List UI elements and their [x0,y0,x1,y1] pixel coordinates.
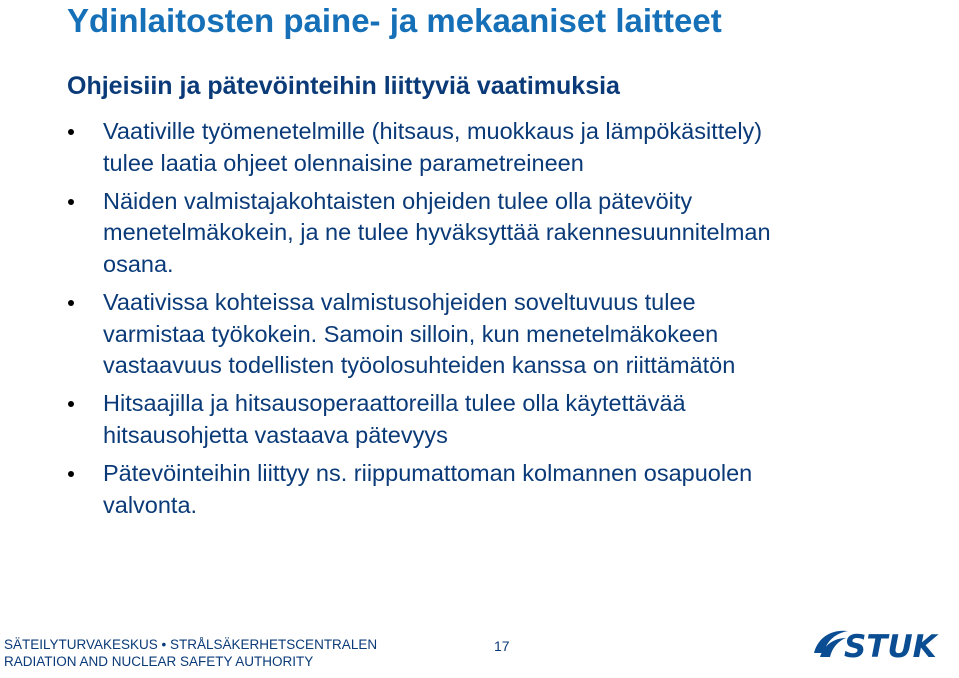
bullet-line: varmistaa työkokein. Samoin silloin, kun menetelmäkokeen [103,320,719,347]
footer-organization [4,636,377,670]
bullet-line: osana. [103,250,174,277]
bullet-line: Vaativissa kohteissa valmistusohjeiden soveltuvuus tulee [103,288,696,315]
bullet-line: vastaavuus todellisten työolosuhteiden kanssa on riittämätön [103,352,736,379]
bullet-line: Vaativille työmenetelmille (hitsaus, muokkaus ja lämpökäsittely) [103,118,763,144]
bullet-dot-icon [68,300,74,306]
bullet-line: valvonta. [103,491,198,518]
page-number: 17 [494,638,510,654]
bullet-dot-icon [68,471,74,477]
bullet-list [67,116,927,528]
bullet-line: hitsausohjetta vastaava pätevyys [103,421,448,448]
bullet-item [67,186,927,281]
bullet-item [67,287,927,382]
bullet-line: Hitsaajilla ja hitsausoperaattoreilla tulee olla käytettävää [103,390,686,417]
stuk-logo-text: STUK [844,629,937,665]
stuk-logo [812,623,942,665]
bullet-line: menetelmäkokein, ja ne tulee hyväksyttää rakennesuunnitelman [103,219,771,246]
bullet-dot-icon [68,199,74,205]
bullet-dot-icon [68,129,74,135]
footer-org-line-2: RADIATION AND NUCLEAR SAFETY AUTHORITY [4,654,314,669]
bullet-line: tulee laatia ohjeet olennaisine parametreineen [103,149,584,176]
bullet-item [67,458,927,521]
bullet-line: Näiden valmistajakohtaisten ohjeiden tulee olla pätevöity [103,187,693,214]
bullet-item [67,388,927,451]
bullet-item [67,116,927,179]
slide-title: Ydinlaitosten paine- ja mekaaniset laitteet [67,2,722,39]
slide-subtitle: Ohjeisiin ja pätevöinteihin liittyviä vaatimuksia [67,72,620,100]
stuk-swoosh-icon [814,631,848,657]
bullet-line: Pätevöinteihin liittyy ns. riippumattoman kolmannen osapuolen [103,459,753,486]
footer-org-line-1: SÄTEILYTURVAKESKUS • STRÅLSÄKERHETSCENTRALEN [4,637,378,652]
bullet-dot-icon [68,401,74,407]
